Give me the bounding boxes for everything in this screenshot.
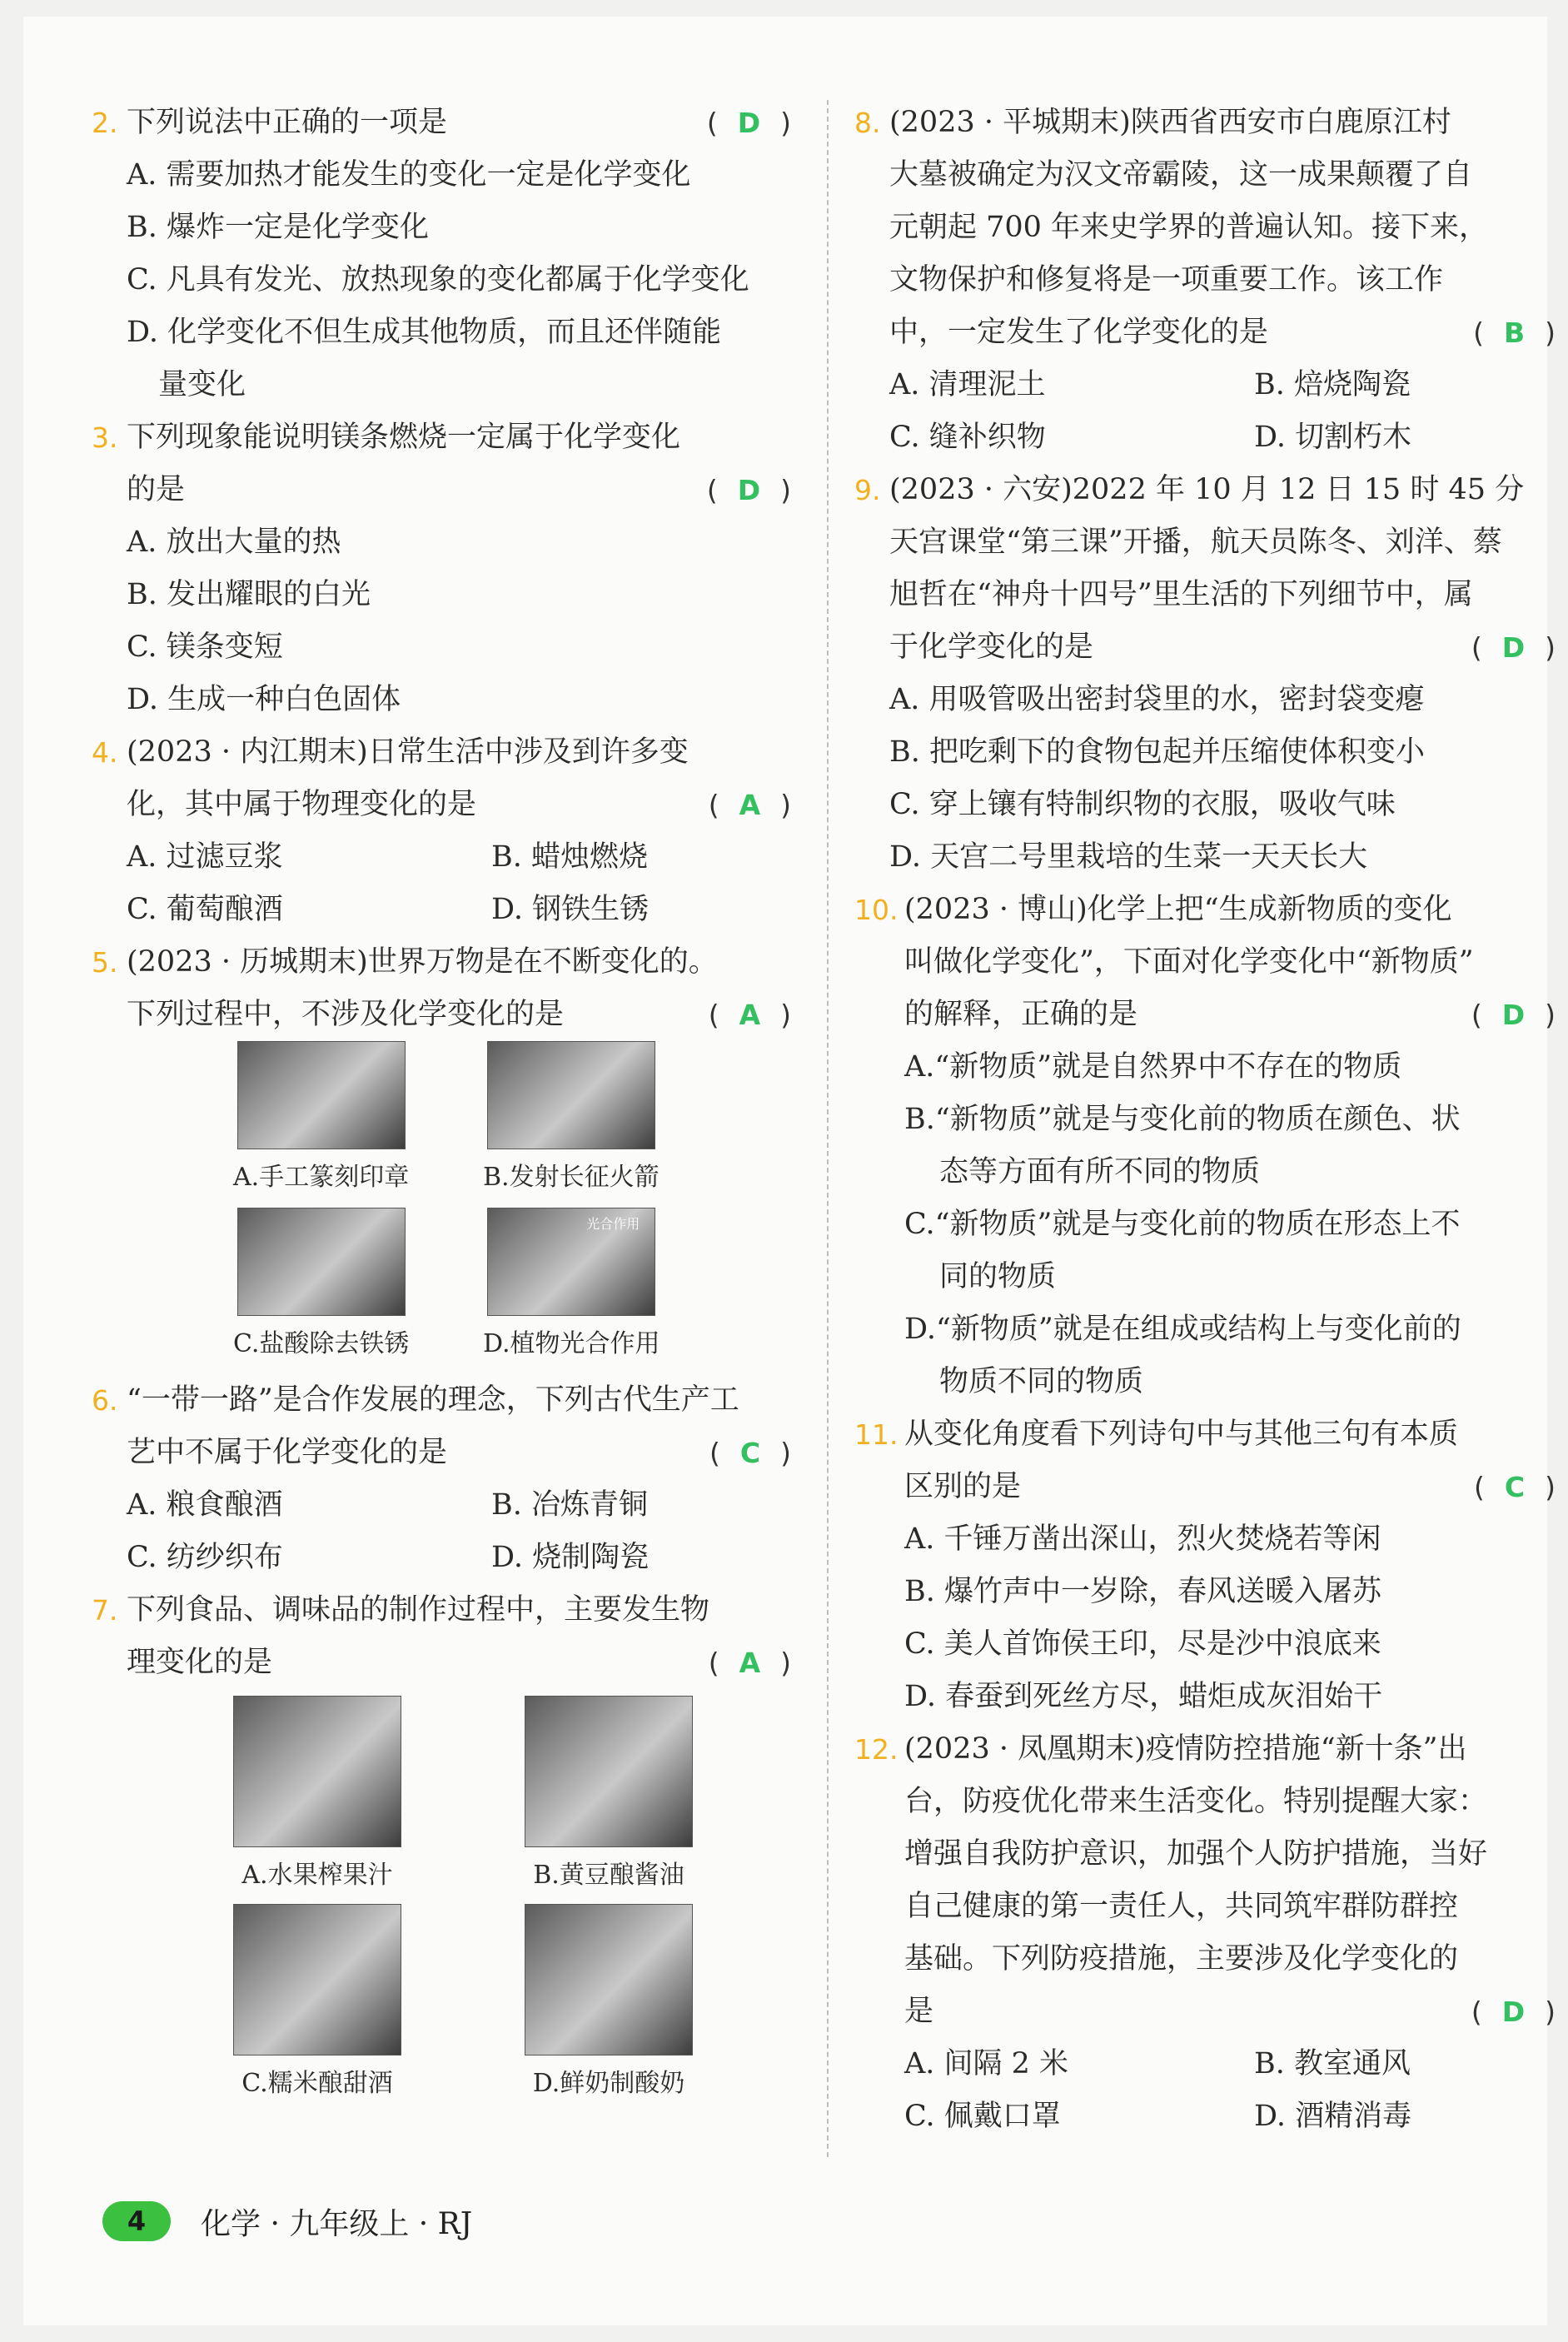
options-ab: A. 间隔 2 米 B. 教室通风 <box>904 2047 1411 2080</box>
figure-a: A.手工篆刻印章 <box>233 1041 409 1193</box>
question-12-stem: 12. (2023 · 凤凰期末)疫情防控措施“新十条”出 <box>854 1723 1556 1776</box>
option-c: C.“新物质”就是与变化前的物质在形态上不 <box>904 1208 1461 1241</box>
answer-box: ( A ) <box>708 789 791 821</box>
workbook-page <box>23 17 1556 2325</box>
option-b: B. 把吃剩下的食物包起并压缩使体积变小 <box>889 735 1425 769</box>
answer-letter: A <box>739 789 761 821</box>
figure-c: C.盐酸除去铁锈 <box>233 1208 409 1359</box>
book-subject: 化学 · 九年级上 · RJ <box>201 2206 473 2241</box>
answer-letter: A <box>739 999 761 1031</box>
option-c: C. 镁条变短 <box>127 630 283 664</box>
figure-d: D.鲜奶制酸奶 <box>525 1904 693 2099</box>
question-5-stem: 5. (2023 · 历城期末)世界万物是在不断变化的。 <box>92 936 791 989</box>
question-5-stem-cont: 下列过程中，不涉及化学变化的是 ( A ) <box>92 989 791 1041</box>
options-cd: C. 纺纱织布 D. 烧制陶瓷 <box>127 1541 650 1574</box>
question-6-stem-cont: 艺中不属于化学变化的是 ( C ) <box>92 1427 791 1479</box>
option-d: D. 春蚕到死丝方尽，蜡炬成灰泪始干 <box>904 1680 1383 1713</box>
answer-letter: D <box>1501 631 1526 664</box>
question-number: 3. <box>92 421 118 454</box>
figure-a: A.水果榨果汁 <box>233 1696 401 1891</box>
answer-letter: C <box>739 1437 761 1469</box>
rocket-launch-photo <box>487 1041 655 1149</box>
answer-box: ( A ) <box>708 1647 791 1679</box>
answer-letter: A <box>739 1647 761 1679</box>
option-b: B. 发出耀眼的白光 <box>127 578 371 611</box>
option-a: A. 需要加热才能发生的变化一定是化学变化 <box>127 158 691 192</box>
left-column <box>92 97 791 2112</box>
juicer-photo <box>233 1696 401 1847</box>
figure-b: B.发射长征火箭 <box>483 1041 660 1193</box>
figure-row <box>92 1904 791 2112</box>
question-number: 11. <box>854 1418 898 1451</box>
question-11-stem: 11. 从变化角度看下列诗句中与其他三句有本质 <box>854 1408 1556 1461</box>
answer-letter: C <box>1504 1471 1526 1503</box>
page-footer <box>102 2197 472 2245</box>
option-a: A.“新物质”就是自然界中不存在的物质 <box>904 1050 1402 1084</box>
answer-letter: D <box>1501 999 1526 1031</box>
option-d: D. 生成一种白色固体 <box>127 683 401 716</box>
question-3-stem-cont: 的是 ( D ) <box>92 464 791 516</box>
figure-row <box>92 1041 791 1208</box>
options-cd: C. 缝补织物 D. 切割朽木 <box>889 421 1412 454</box>
option-d: D. 天宫二号里栽培的生菜一天天长大 <box>889 840 1368 874</box>
options-ab: A. 清理泥土 B. 焙烧陶瓷 <box>889 368 1411 401</box>
figure-c: C.糯米酿甜酒 <box>233 1904 401 2099</box>
question-4-stem: 4. (2023 · 内江期末)日常生活中涉及到许多变 <box>92 726 791 779</box>
photosynthesis-photo: 光合作用 <box>487 1208 655 1316</box>
question-9-stem: 9. (2023 · 六安)2022 年 10 月 12 日 15 时 45 分 <box>854 464 1556 516</box>
question-6-stem: 6. “一带一路”是合作发展的理念，下列古代生产工 <box>92 1374 791 1427</box>
option-d: D.“新物质”就是在组成或结构上与变化前的 <box>904 1313 1461 1346</box>
answer-letter: D <box>737 474 761 506</box>
figure-b: B.黄豆酿酱油 <box>525 1696 693 1891</box>
right-column: 8. (2023 · 平城期末)陕西省西安市白鹿原江村 大墓被确定为汉文帝霸陵，这一成果颠覆了自 元朝起 700 年来史学界的普遍认知。接下来， 文物保护和修复将是一项重要工作。该工作 中，一定发生了化学变化的是 ( B ) A. 清理泥土 B. 焙烧陶瓷 C. 缝补织物 D. 切割朽木 9. (2023 · 六安)2022 年 10 月 12 日 15 时 45 分 天宫课堂“第三课”开播，航天员陈冬、刘洋、蔡 旭哲在“神舟十四号”里生活的下列细节中，属 于化学变化的是 ( D ) A. 用吸管吸出密封袋里的水，密封袋变瘪 B. 把吃剩下的食物包起并压缩使体积变小 C. 穿上镶有特制织物的衣服，吸收气味 D. 天宫二号里栽培的生菜一天天长大 10. (2023 · 博山)化学上把“生成新物质的变化 叫做化学变化”，下面对化学变化中“新物质” 的解释，正确的是 ( D ) A.“新物质”就是自然界中不存在的物质 B.“新物质”就是与变化前的物质在颜色、状 态等方面有所不同的物质 C.“新物质”就是与变化前的物质在形态上不 同的物质 D.“新物质”就是在组成或结构上与变化前的 物质不同的物质 11. 从变化角度看下列诗句中与其他三句有本质 区别的是 ( C ) A. 千锤万凿出深山，烈火焚烧若等闲 B. 爆竹声中一岁除，春风送暖入屠苏 C. 美人首饰侯王印，尽是沙中浪底来 D. 春蚕到死丝方尽，蜡炬成灰泪始干 12. (2023 · 凤凰期末)疫情防控措施“新十条”出 台，防疫优化带来生活变化。特别提醒大家： 增强自我防护意识，加强个人防护措施，当好 自己健康的第一责任人，共同筑牢群防群控 基础。下列防疫措施，主要涉及化学变化的 是 ( D ) A. 间隔 2 米 B. 教室通风 C. 佩戴口罩 D. 酒精消毒 <box>854 97 1556 2143</box>
rust-removal-photo <box>237 1208 406 1316</box>
soy-sauce-photo <box>525 1696 693 1847</box>
question-3-stem: 3. 下列现象能说明镁条燃烧一定属于化学变化 <box>92 411 791 464</box>
options-cd: C. 佩戴口罩 D. 酒精消毒 <box>904 2100 1412 2133</box>
answer-box: ( D ) <box>1471 631 1556 664</box>
answer-box: ( D ) <box>1471 999 1556 1031</box>
options-ab: A. 粮食酿酒 B. 冶炼青铜 <box>127 1488 648 1522</box>
column-divider <box>827 100 829 2157</box>
question-number: 5. <box>92 946 118 979</box>
figure-row <box>92 1689 791 1904</box>
question-number: 6. <box>92 1384 118 1417</box>
question-number: 10. <box>854 894 898 926</box>
question-number: 7. <box>92 1594 118 1627</box>
answer-letter: D <box>1501 1996 1526 2028</box>
answer-box: ( C ) <box>709 1437 791 1469</box>
question-10-stem: 10. (2023 · 博山)化学上把“生成新物质的变化 <box>854 884 1556 936</box>
question-2-stem: 2. 下列说法中正确的一项是 ( D ) <box>92 97 791 149</box>
option-a: A. 放出大量的热 <box>127 526 341 559</box>
answer-box: ( C ) <box>1474 1471 1556 1503</box>
question-7-stem-cont: 理变化的是 ( A ) <box>92 1637 791 1689</box>
answer-letter: B <box>1503 316 1526 349</box>
option-a: A. 用吸管吸出密封袋里的水，密封袋变瘪 <box>889 683 1425 716</box>
option-d-cont: 量变化 <box>158 368 246 401</box>
option-d: D. 化学变化不但生成其他物质，而且还伴随能 <box>127 316 722 349</box>
question-7-stem: 7. 下列食品、调味品的制作过程中，主要发生物 <box>92 1584 791 1637</box>
figure-row <box>92 1208 791 1374</box>
options-cd: C. 葡萄酿酒 D. 钢铁生锈 <box>127 893 650 926</box>
figure-d: 光合作用 D.植物光合作用 <box>483 1208 660 1359</box>
question-number: 8. <box>854 107 881 139</box>
rice-wine-photo <box>233 1904 401 2055</box>
question-number: 2. <box>92 107 118 139</box>
question-number: 9. <box>854 474 881 506</box>
seal-carving-photo <box>237 1041 406 1149</box>
question-number: 4. <box>92 736 118 769</box>
options-ab: A. 过滤豆浆 B. 蜡烛燃烧 <box>127 840 648 874</box>
option-b: B. 爆竹声中一岁除，春风送暖入屠苏 <box>904 1575 1381 1608</box>
option-b: B.“新物质”就是与变化前的物质在颜色、状 <box>904 1103 1461 1136</box>
option-c: C. 凡具有发光、放热现象的变化都属于化学变化 <box>127 263 749 296</box>
option-c: C. 美人首饰侯王印，尽是沙中浪底来 <box>904 1627 1381 1661</box>
question-4-stem-cont: 化，其中属于物理变化的是 ( A ) <box>92 779 791 831</box>
answer-box: ( D ) <box>706 107 791 139</box>
answer-box: ( D ) <box>1471 1996 1556 2028</box>
yogurt-photo <box>525 1904 693 2055</box>
answer-box: ( D ) <box>706 474 791 506</box>
option-a: A. 千锤万凿出深山，烈火焚烧若等闲 <box>904 1522 1381 1556</box>
option-b: B. 爆炸一定是化学变化 <box>127 211 429 244</box>
question-number: 12. <box>854 1733 898 1766</box>
answer-letter: D <box>737 107 761 139</box>
answer-box: ( B ) <box>1473 316 1556 349</box>
question-8-stem: 8. (2023 · 平城期末)陕西省西安市白鹿原江村 <box>854 97 1556 149</box>
answer-box: ( A ) <box>708 999 791 1031</box>
page-number-badge: 4 <box>102 2201 171 2241</box>
option-c: C. 穿上镶有特制织物的衣服，吸收气味 <box>889 788 1396 821</box>
